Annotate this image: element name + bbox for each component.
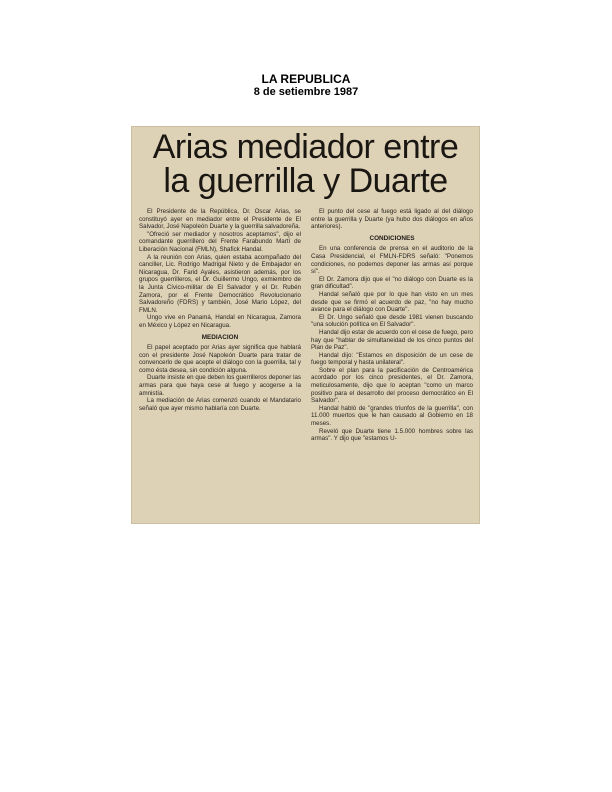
article-paragraph: Handal señaló que por lo que han visto en un mes desde que se firmó el acuerdo de paz, "no hay mucho avance para el diálogo con Duarte". (311, 290, 473, 314)
section-heading: MEDIACION (201, 333, 239, 341)
article-headline (131, 130, 480, 198)
article-column-right (311, 208, 473, 520)
newspaper-clipping (131, 126, 480, 524)
article-paragraph: A la reunión con Arias, quien estaba acompañado del canciller, Lic. Rodrigo Madrigal Nieto y de Embajador en Nicaragua, Dr. Farid Ayales, asistieron además, por los grupos guerrilleros, el Dr. Guillermo Ungo, exmiembro de la Junta Cívico-militar de El Salvador y el Dr. Rubén Zamora, por el Frente Democrático Revolucionario Salvadoreño (FDRS) y también, José Mario López, del FMLN. (139, 253, 301, 314)
article-paragraph: Sobre el plan para la pacificación de Centroamérica acordado por los cinco presidentes, el Dr. Zamora, meticulosamente, dijo que lo aceptan "como un marco positivo para el desarrollo del proceso democrático en El Salvador". (311, 366, 473, 405)
article-paragraph: Handal habló de "grandes triunfos de la guerrilla", con 11.000 muertos que le han causado al Gobierno en 18 meses. (311, 404, 473, 428)
article-paragraph: Ungo vive en Panamá, Handal en Nicaragua, Zamora en México y López en Nicaragua. (139, 314, 301, 329)
article-paragraph: Handal dijo estar de acuerdo con el cese de fuego, pero hay que "hablar de simultaneidad de los cinco puntos del Plan de Paz". (311, 328, 473, 352)
article-paragraph: El papel aceptado por Arias ayer significa que hablará con el presidente José Napoleón Duarte para tratar de convencerlo de que acepte el diálogo con la guerrilla, tal y como ésta desea, sin condición alguna. (139, 344, 301, 374)
article-paragraph: En una conferencia de prensa en el auditorio de la Casa Presidencial, el FMLN-FDRS señaló: "Ponemos condiciones, no podemos deponer las armas así porque sí". (311, 245, 473, 276)
article-paragraph: El punto del cese al fuego está ligado al del diálogo entre la guerrilla y Duarte (ya hubo dos diálogos en años anteriores). (311, 208, 473, 231)
article-paragraph: La mediación de Arias comenzó cuando el Mandatario señaló que ayer mismo hablaría con Duarte. (139, 397, 301, 412)
publication-date: 8 de setiembre 1987 (253, 86, 359, 98)
article-paragraph: El Dr. Ungo señaló que desde 1981 vienen buscando "una solución política en El Salvador". (311, 313, 473, 329)
article-paragraph: El Dr. Zamora dijo que el "no diálogo con Duarte es la gran dificultad". (311, 275, 473, 291)
section-heading: CONDICIONES (369, 234, 415, 242)
article-paragraph: Duarte insiste en que deben los guerrilleros deponer las armas para que haya cese al fuego y acogerse a la amnistía. (139, 374, 301, 397)
article-paragraph: Reveló que Duarte tiene 1.5.000 hombres sobre las armas". Y dijo que "estamos U- (311, 427, 473, 443)
article-paragraph: "Ofreció ser mediador y nosotros aceptamos", dijo el comandante guerrillero del Frente Farabundo Martí de Liberación Nacional (FMLN), Shafick Handal. (139, 230, 301, 253)
publication-name: LA REPUBLICA (261, 72, 351, 86)
clipping-header (0, 72, 612, 99)
article-paragraph: Handal dijo: "Estamos en disposición de un cese de fuego temporal y hasta unilateral". (311, 351, 473, 367)
headline-line-1: Arias mediador entre (152, 128, 459, 166)
article-paragraph: El Presidente de la República, Dr. Oscar Arias, se constituyó ayer en mediador entre el Presidente de El Salvador, José Napoleón Duarte y la guerrilla salvadoreña. (139, 208, 301, 231)
article-column-left (139, 208, 301, 520)
headline-line-2: la guerrilla y Duarte (163, 162, 448, 200)
